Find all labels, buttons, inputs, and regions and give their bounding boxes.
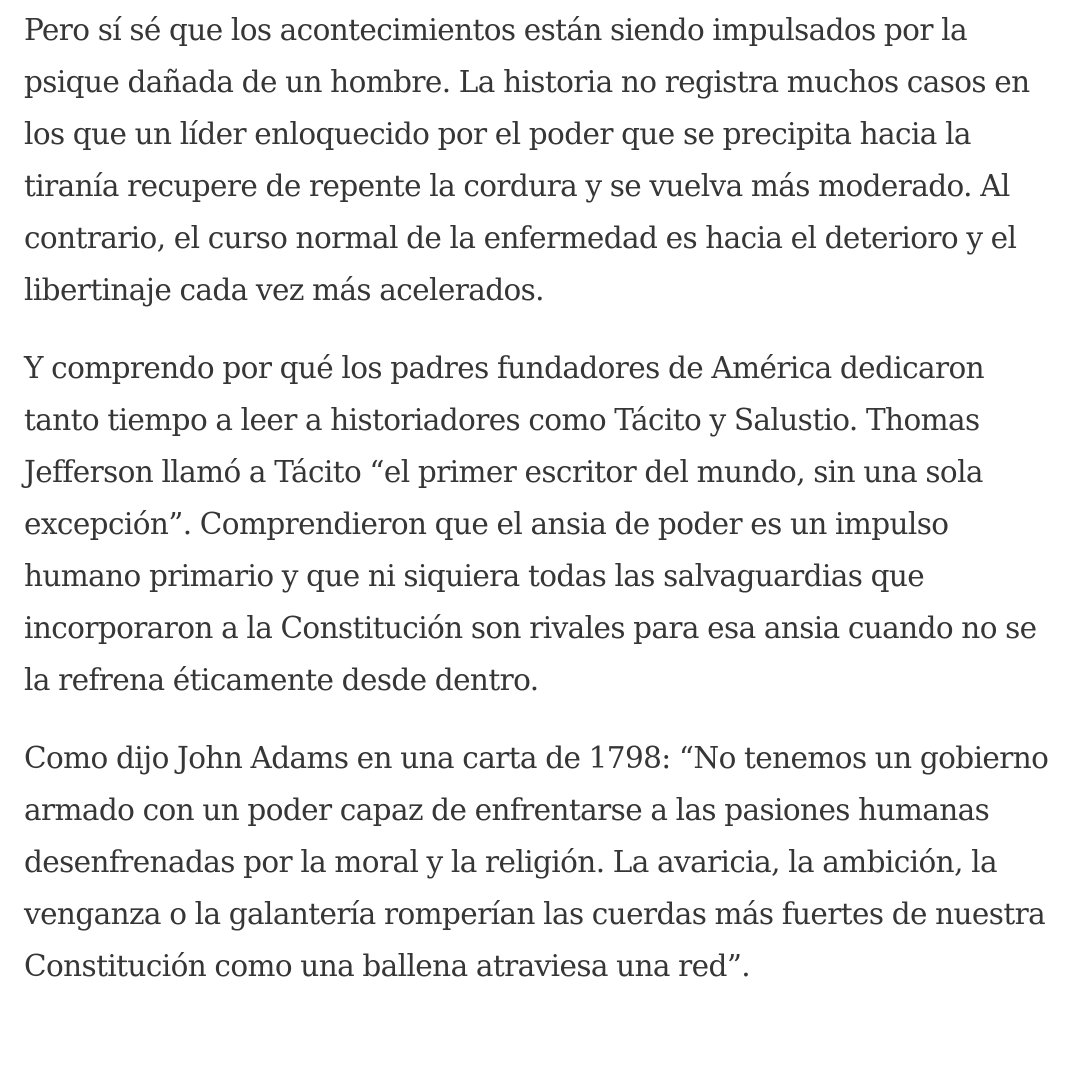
article-paragraph: Como dijo John Adams en una carta de 1798: “No tenemos un gobierno armado con un poder capaz de enfrentarse a las pasiones humanas desenfrenadas por la moral y la religión. La avaricia, la ambición, la venganza o la galantería romperían las cuerdas más fuertes de nuestra Constitución como una ballena atraviesa una red”. bbox=[24, 741, 1049, 983]
article-paragraph: Pero sí sé que los acontecimientos están siendo impulsados por la psique dañada de un hombre. La historia no registra muchos casos en los que un líder enloquecido por el poder que se precipita hacia la tiranía recupere de repente la cordura y se vuelva más moderado. Al contrario, el curso normal de la enfermedad es hacia el deterioro y el libertinaje cada vez más acelerados. bbox=[24, 13, 1030, 307]
article-paragraph: Y comprendo por qué los padres fundadores de América dedicaron tanto tiempo a leer a historiadores como Tácito y Salustio. Thomas Jefferson llamó a Tácito “el primer escritor del mundo, sin una sola excepción”. Comprendieron que el ansia de poder es un impulso humano primario y que ni siquiera todas las salvaguardias que incorporaron a la Constitución son rivales para esa ansia cuando no se la refrena éticamente desde dentro. bbox=[24, 351, 1037, 697]
